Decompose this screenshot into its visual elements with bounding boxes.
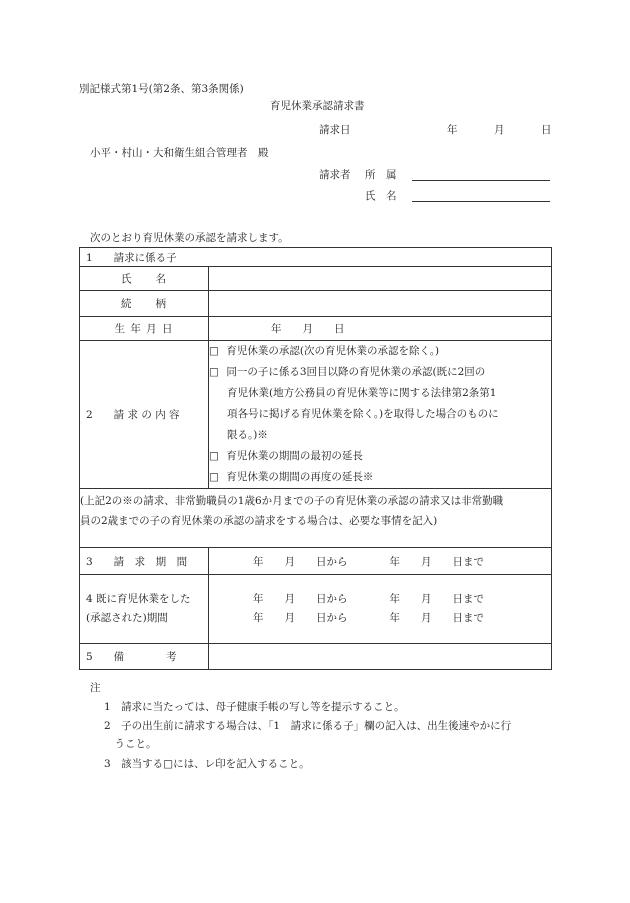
checkbox-4[interactable]: □: [209, 471, 219, 483]
option-2-text-line: 育児休業(地方公務員の育児休業等に関する法律第2条第1: [227, 387, 497, 399]
intro-text: 次のとおり育児休業の承認を請求します。: [90, 232, 289, 244]
checkbox-2[interactable]: □: [209, 366, 219, 378]
name-field[interactable]: [412, 201, 550, 202]
option-3-text: 育児休業の期間の最初の延長: [226, 450, 363, 462]
special-note-line: (上記2の※の請求、非常勤職員の1歳6か月までの子の育児休業の承認の請求又は非常勤職: [80, 495, 504, 507]
option-2-text-line: 限る。)※: [227, 429, 268, 441]
relationship-field[interactable]: [209, 291, 552, 317]
special-note-line: 員の2歳までの子の育児休業の承認の請求をする場合は、必要な事情を記入): [80, 515, 438, 527]
request-date-label: 請求日: [319, 124, 351, 136]
note-1: 1 請求に当たっては、母子健康手帳の写し等を提示すること。: [104, 701, 405, 713]
note-2-cont: うこと。: [104, 738, 157, 750]
note-3: 3 該当する□には、レ印を記入すること。: [104, 758, 310, 770]
option-2-text: 同一の子に係る3回目以降の育児休業の承認(既に2回の: [226, 366, 486, 378]
remarks-field[interactable]: [209, 644, 552, 670]
checkbox-3[interactable]: □: [209, 450, 219, 462]
previous-period-2: 年 月 日から 年 月 日まで: [253, 612, 484, 624]
option-row: [209, 341, 551, 362]
birthdate-field[interactable]: 年 月 日: [209, 317, 552, 341]
note-2: 2 子の出生前に請求する場合は、「1 請求に係る子」欄の記入は、出生後速やかに行: [104, 720, 512, 732]
request-form-table: [79, 247, 552, 670]
child-name-label: 氏 名: [80, 267, 209, 291]
previous-period-1: 年 月 日から 年 月 日まで: [253, 593, 484, 605]
request-content-label: 2 請 求 の 内 容: [80, 341, 209, 489]
form-number: 別記様式第1号(第2条、第3条関係): [79, 83, 244, 95]
request-period-label: 3 請 求 期 間: [80, 548, 209, 575]
option-1-text: 育児休業の承認(次の育児休業の承認を除く。): [226, 345, 440, 357]
notes-heading: 注: [90, 682, 101, 694]
special-circumstances-field[interactable]: [80, 489, 552, 548]
option-row: [209, 362, 551, 446]
remarks-label: 5 備 考: [80, 644, 209, 670]
option-row: [209, 446, 551, 467]
previous-leave-field[interactable]: [209, 575, 552, 644]
previous-leave-label-line: 4 既に育児休業をした: [86, 593, 191, 605]
request-content-options: [209, 341, 552, 489]
option-row: [209, 467, 551, 488]
addressee: 小平・村山・大和衛生組合管理者 殿: [90, 147, 269, 159]
previous-leave-label-line: (承認された)期間: [86, 612, 168, 624]
affiliation-field[interactable]: [412, 180, 550, 181]
document-title: 育児休業承認請求書: [270, 100, 365, 112]
relationship-label: 続 柄: [80, 291, 209, 317]
option-4-text: 育児休業の期間の再度の延長※: [226, 471, 374, 483]
requester-label: 請求者: [319, 169, 351, 181]
birthdate-label: 生 年 月 日: [80, 317, 209, 341]
affiliation-label: 所 属: [365, 169, 397, 181]
child-name-field[interactable]: [209, 267, 552, 291]
request-date-year: 年: [447, 124, 458, 136]
previous-leave-label: [80, 575, 209, 644]
request-date-month: 月: [494, 124, 505, 136]
section1-header: 1 請求に係る子: [80, 248, 552, 267]
request-period-field[interactable]: 年 月 日から 年 月 日まで: [209, 548, 552, 575]
checkbox-1[interactable]: □: [209, 345, 219, 357]
name-label: 氏 名: [365, 190, 397, 202]
request-date-day: 日: [541, 124, 552, 136]
option-2-text-line: 項各号に掲げる育児休業を除く。)を取得した場合のものに: [227, 408, 499, 420]
